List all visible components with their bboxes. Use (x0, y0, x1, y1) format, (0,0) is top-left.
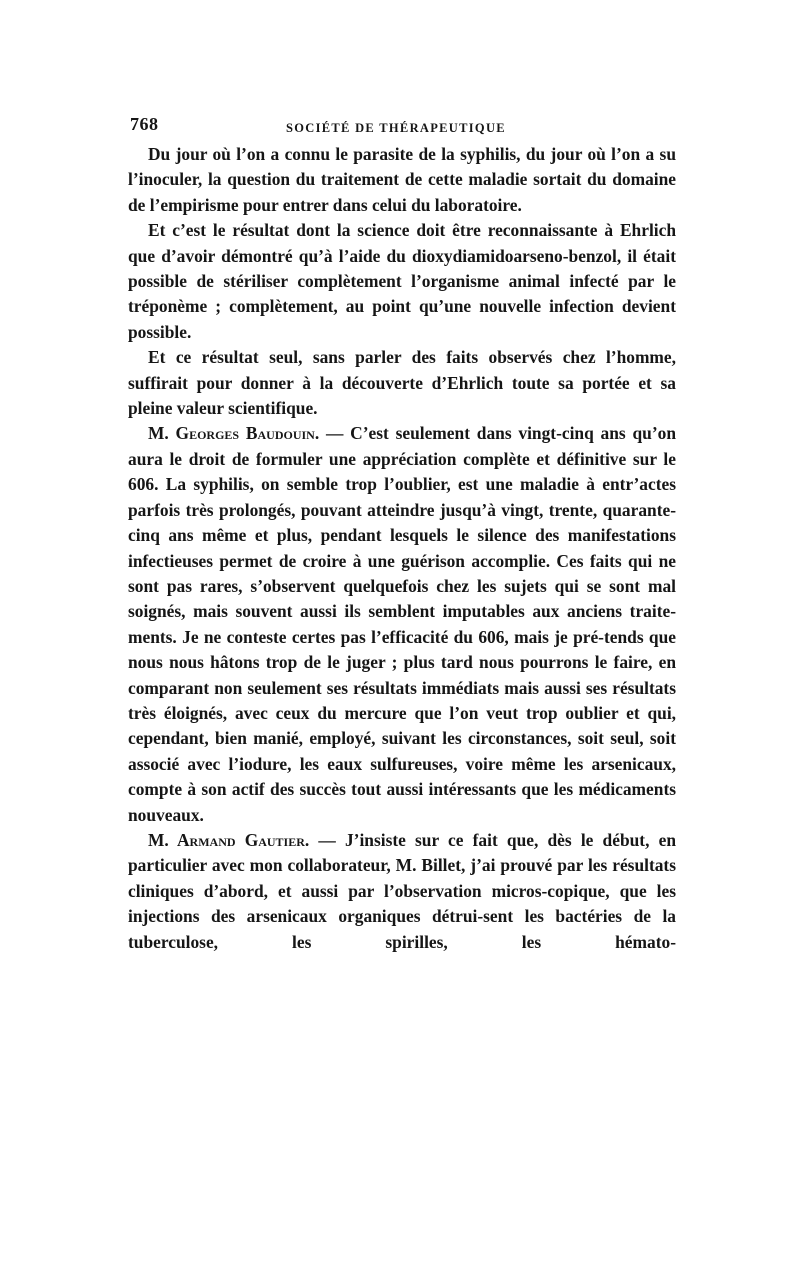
paragraph-text: Et c’est le résultat dont la science doit être reconnaissante à Ehrlich que d’avoir démontré qu’à l’aide du dioxydiamidoarseno-benzol, il était possible de stériliser complètement l’organisme animal infecté par le tréponème ; complètement, au point qu’une nouvelle infection devient possible. (128, 220, 676, 342)
speaker-name: M. Armand Gautier. (148, 829, 310, 850)
paragraph-baudouin-remark (128, 421, 676, 828)
speaker-name: M. Georges Baudouin. (148, 423, 320, 444)
paragraph-text: Et ce résultat seul, sans parler des faits observés chez l’homme, suffirait pour donner à la découverte d’Ehrlich toute sa portée et sa pleine valeur scientifique. (128, 347, 676, 419)
book-page (128, 112, 676, 955)
paragraph-text: — J’insiste sur ce fait que, dès le début, en particulier avec mon collaborateur, M. Billet, j’ai prouvé par les résultats cliniques d’abord, et aussi par l’observation micros-copique, que les injections des arsenicaux organiques détrui-sent les bactéries de la tuberculose, les spirilles, les hémato- (128, 829, 676, 952)
paragraph-discovery-scope (128, 345, 676, 421)
running-title: SOCIÉTÉ DE THÉRAPEUTIQUE (286, 121, 506, 135)
paragraph-gautier-remark (128, 828, 676, 955)
paragraph-text: Du jour où l’on a connu le parasite de la syphilis, du jour où l’on a su l’inoculer, la question du traitement de cette maladie sortait du domaine de l’empirisme pour entrer dans celui du laboratoire. (128, 144, 676, 215)
running-header (128, 112, 676, 142)
page-number: 768 (130, 114, 159, 134)
paragraph-ehrlich-result (128, 218, 676, 345)
paragraph-text: — C’est seulement dans vingt-cinq ans qu’on aura le droit de formuler une appréciation complète et définitive sur le 606. La syphilis, on semble trop l’oublier, est une maladie à entr’actes parfois très prolongés, pouvant atteindre jusqu’à vingt, trente, quarante-cinq ans même et plus, pendant lesquels le silence des manifestations infectieuses permet de croire à une guérison accomplie. Ces faits qui ne sont pas rares, s’observent quelquefois chez les sujets qui se sont mal soignés, mais souvent aussi ils semblent imputables aux anciens traite-ments. Je ne conteste certes pas l’efficacité du 606, mais je pré-tends que nous nous hâtons trop de le juger ; plus tard nous pourrons le faire, en comparant non seulement ses résultats immédiats mais aussi ses résultats très éloignés, avec ceux du mercure que l’on veut trop oublier et qui, cependant, bien manié, employé, suivant les circonstances, soit seul, soit associé avec l’iodure, les eaux sulfureuses, voire même les arsenicaux, compte à son actif des succès tout aussi intéressants que les médicaments nouveaux. (128, 423, 676, 825)
paragraph-parasite (128, 142, 676, 218)
body-text (128, 142, 676, 955)
